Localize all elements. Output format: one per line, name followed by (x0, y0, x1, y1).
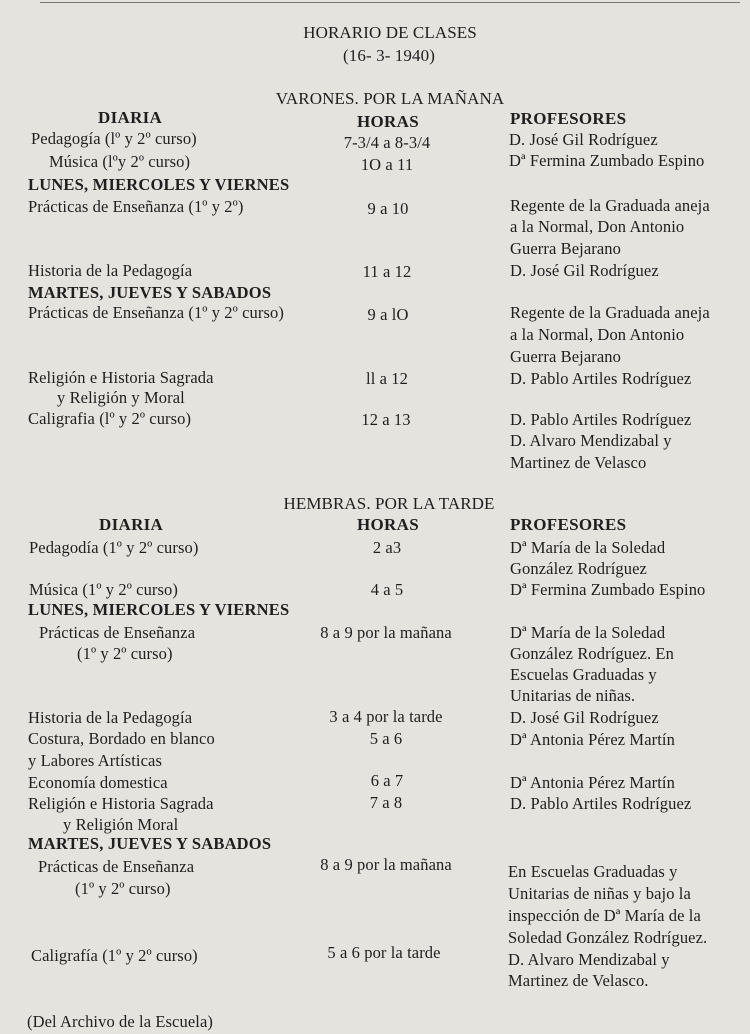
hours-cell: ll a 12 (366, 369, 408, 388)
subject-cell: Música (1º y 2º curso) (29, 580, 178, 599)
column-header-profesores: PROFESORES (510, 109, 627, 128)
hours-cell: 7 a 8 (369, 793, 403, 812)
column-header-diaria: DIARIA (98, 108, 163, 127)
teacher-cell: Soledad González Rodríguez. (508, 928, 708, 947)
teacher-cell: D. José Gil Rodríguez (510, 708, 659, 727)
group-label-mjs: MARTES, JUEVES Y SABADOS (28, 834, 272, 853)
subject-cell: Religión e Historia Sagrada (28, 794, 214, 813)
teacher-cell: Dª María de la Soledad (510, 623, 666, 642)
teacher-cell: Unitarias de niñas y bajo la (508, 884, 691, 903)
subject-cell: Pedagodía (1º y 2º curso) (29, 538, 199, 557)
teacher-cell: Dª Antonia Pérez Martín (510, 773, 675, 792)
subject-cell: Prácticas de Enseñanza (39, 623, 196, 642)
document-title: HORARIO DE CLASES (303, 23, 477, 42)
teacher-cell: a la Normal, Don Antonio (510, 217, 685, 236)
teacher-cell: D. Alvaro Mendizabal y (508, 950, 670, 969)
hours-cell: 1O a 11 (360, 155, 414, 174)
teacher-cell: Guerra Bejarano (510, 239, 621, 258)
subject-cell: Costura, Bordado en blanco (28, 729, 215, 748)
hours-cell: 8 a 9 por la mañana (320, 855, 452, 874)
teacher-cell: D. Pablo Artiles Rodríguez (510, 369, 692, 388)
teacher-cell: Dª Fermina Zumbado Espino (510, 580, 706, 599)
group-label-mjs: MARTES, JUEVES Y SABADOS (28, 283, 272, 302)
teacher-cell: Martinez de Velasco. (508, 971, 649, 990)
teacher-cell: González Rodríguez. En (510, 644, 674, 663)
column-header-diaria: DIARIA (99, 515, 164, 534)
teacher-cell: Dª Antonia Pérez Martín (510, 730, 675, 749)
hours-cell: 12 a 13 (361, 410, 411, 429)
teacher-cell: Unitarias de niñas. (510, 686, 636, 705)
group-label-lmv: LUNES, MIERCOLES Y VIERNES (28, 175, 290, 194)
teacher-cell: a la Normal, Don Antonio (510, 325, 685, 344)
subject-cell: Prácticas de Enseñanza (38, 857, 195, 876)
hours-cell: 6 a 7 (370, 771, 404, 790)
hours-cell: 2 a3 (372, 538, 402, 557)
hours-cell: 8 a 9 por la mañana (320, 623, 452, 642)
subject-cell: Religión e Historia Sagrada (28, 368, 214, 387)
teacher-cell: Dª María de la Soledad (510, 538, 666, 557)
column-header-horas: HORAS (357, 112, 419, 131)
hours-cell: 5 a 6 (369, 729, 403, 748)
subject-cell: Historia de la Pedagogía (28, 261, 193, 280)
teacher-cell: D. José Gil Rodríguez (510, 261, 659, 280)
teacher-cell: D. José Gil Rodríguez (509, 130, 658, 149)
hours-cell: 9 a 10 (367, 199, 409, 218)
column-header-profesores: PROFESORES (510, 515, 627, 534)
column-header-horas: HORAS (357, 515, 419, 534)
teacher-cell: D. Pablo Artiles Rodríguez (510, 410, 692, 429)
subject-cell: (1º y 2º curso) (77, 644, 173, 663)
hours-cell: 4 a 5 (370, 580, 404, 599)
subject-cell: Prácticas de Enseñanza (1º y 2º) (28, 197, 244, 216)
subject-cell: Música (lºy 2º curso) (49, 152, 191, 171)
teacher-cell: D. Pablo Artiles Rodríguez (510, 794, 692, 813)
hours-cell: 9 a lO (367, 305, 409, 324)
hours-cell: 11 a 12 (362, 262, 412, 281)
subject-cell: Historia de la Pedagogía (28, 708, 193, 727)
section-heading-varones: VARONES. POR LA MAÑANA (275, 89, 505, 108)
subject-cell: Caligrafía (1º y 2º curso) (31, 946, 198, 965)
teacher-cell: Guerra Bejarano (510, 347, 621, 366)
group-label-lmv: LUNES, MIERCOLES Y VIERNES (28, 600, 290, 619)
subject-cell: y Labores Artísticas (28, 751, 162, 770)
hours-cell: 7-3/4 a 8-3/4 (343, 133, 431, 152)
teacher-cell: González Rodríguez (510, 559, 647, 578)
section-heading-hembras: HEMBRAS. POR LA TARDE (283, 494, 495, 513)
subject-cell: y Religión Moral (63, 815, 179, 834)
teacher-cell: Dª Fermina Zumbado Espino (509, 151, 705, 170)
hours-cell: 5 a 6 por la tarde (327, 943, 441, 962)
subject-cell: Prácticas de Enseñanza (1º y 2º curso) (28, 303, 284, 322)
subject-cell: y Religión y Moral (57, 388, 185, 407)
teacher-cell: D. Alvaro Mendizabal y (510, 431, 672, 450)
document-date: (16- 3- 1940) (343, 46, 435, 65)
teacher-cell: inspección de Dª María de la (508, 906, 701, 925)
subject-cell: Caligrafia (lº y 2º curso) (28, 409, 192, 428)
top-rule (40, 2, 740, 3)
subject-cell: Pedagogía (lº y 2º curso) (31, 129, 197, 148)
teacher-cell: Escuelas Graduadas y (510, 665, 657, 684)
teacher-cell: En Escuelas Graduadas y (508, 862, 678, 881)
source-note: (Del Archivo de la Escuela) (27, 1012, 213, 1031)
subject-cell: (1º y 2º curso) (75, 879, 171, 898)
teacher-cell: Regente de la Graduada aneja (510, 303, 710, 322)
hours-cell: 3 a 4 por la tarde (329, 707, 443, 726)
subject-cell: Economía domestica (28, 773, 168, 792)
teacher-cell: Regente de la Graduada aneja (510, 196, 710, 215)
teacher-cell: Martinez de Velasco (510, 453, 647, 472)
